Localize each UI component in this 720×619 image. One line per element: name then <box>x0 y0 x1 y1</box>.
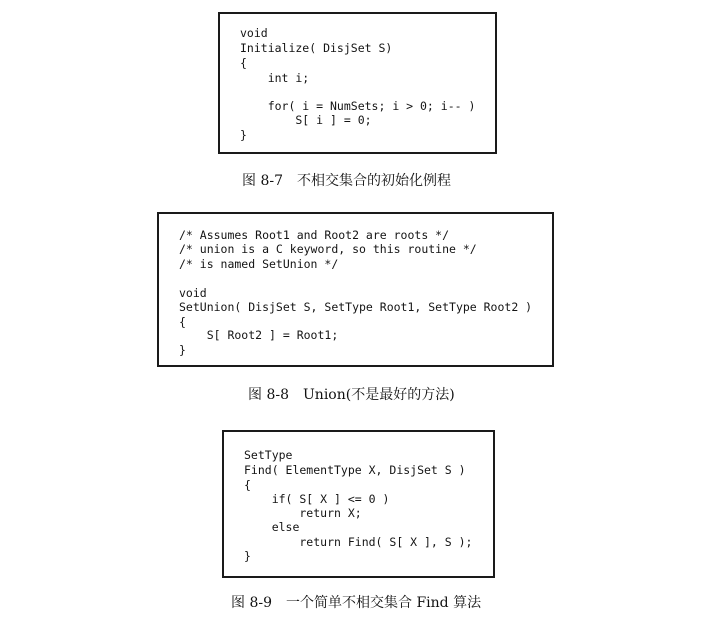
code-box-figure-8-7 <box>218 12 497 154</box>
caption-number: 图 8-7 <box>242 173 283 189</box>
figure-caption-8-7 <box>242 172 451 190</box>
code-line: { <box>244 478 251 492</box>
code-line: return X; <box>244 506 362 520</box>
code-box-figure-8-8 <box>157 212 554 367</box>
code-line: int i; <box>240 71 310 85</box>
caption-number: 图 8-8 <box>248 387 289 403</box>
code-line: SetType <box>244 448 293 462</box>
figure-caption-8-8 <box>248 386 455 404</box>
code-line: return Find( S[ X ], S ); <box>244 535 473 549</box>
code-line: { <box>179 315 186 329</box>
caption-text: 不相交集合的初始化例程 <box>297 173 451 189</box>
code-line: for( i = NumSets; i > 0; i-- ) <box>240 99 476 113</box>
caption-text: Union(不是最好的方法) <box>303 387 455 403</box>
code-line: void <box>179 286 207 300</box>
code-line: /* union is a C keyword, so this routine */ <box>179 242 477 256</box>
code-line: void <box>240 26 268 40</box>
code-box-figure-8-9 <box>222 430 495 578</box>
caption-text: 一个简单不相交集合 Find 算法 <box>286 595 482 611</box>
code-line: SetUnion( DisjSet S, SetType Root1, SetType Root2 ) <box>179 300 533 314</box>
code-line: if( S[ X ] <= 0 ) <box>244 492 390 506</box>
code-line: { <box>240 56 247 70</box>
code-line: } <box>244 549 251 563</box>
code-line: } <box>179 343 186 357</box>
code-line: else <box>244 520 300 534</box>
figure-caption-8-9 <box>231 594 481 612</box>
code-line: /* is named SetUnion */ <box>179 257 339 271</box>
code-line: /* Assumes Root1 and Root2 are roots */ <box>179 228 450 242</box>
code-line: Initialize( DisjSet S) <box>240 41 393 55</box>
code-line: S[ Root2 ] = Root1; <box>179 328 339 342</box>
caption-number: 图 8-9 <box>231 595 272 611</box>
code-line: } <box>240 128 247 142</box>
code-line: Find( ElementType X, DisjSet S ) <box>244 463 466 477</box>
code-line: S[ i ] = 0; <box>240 113 372 127</box>
